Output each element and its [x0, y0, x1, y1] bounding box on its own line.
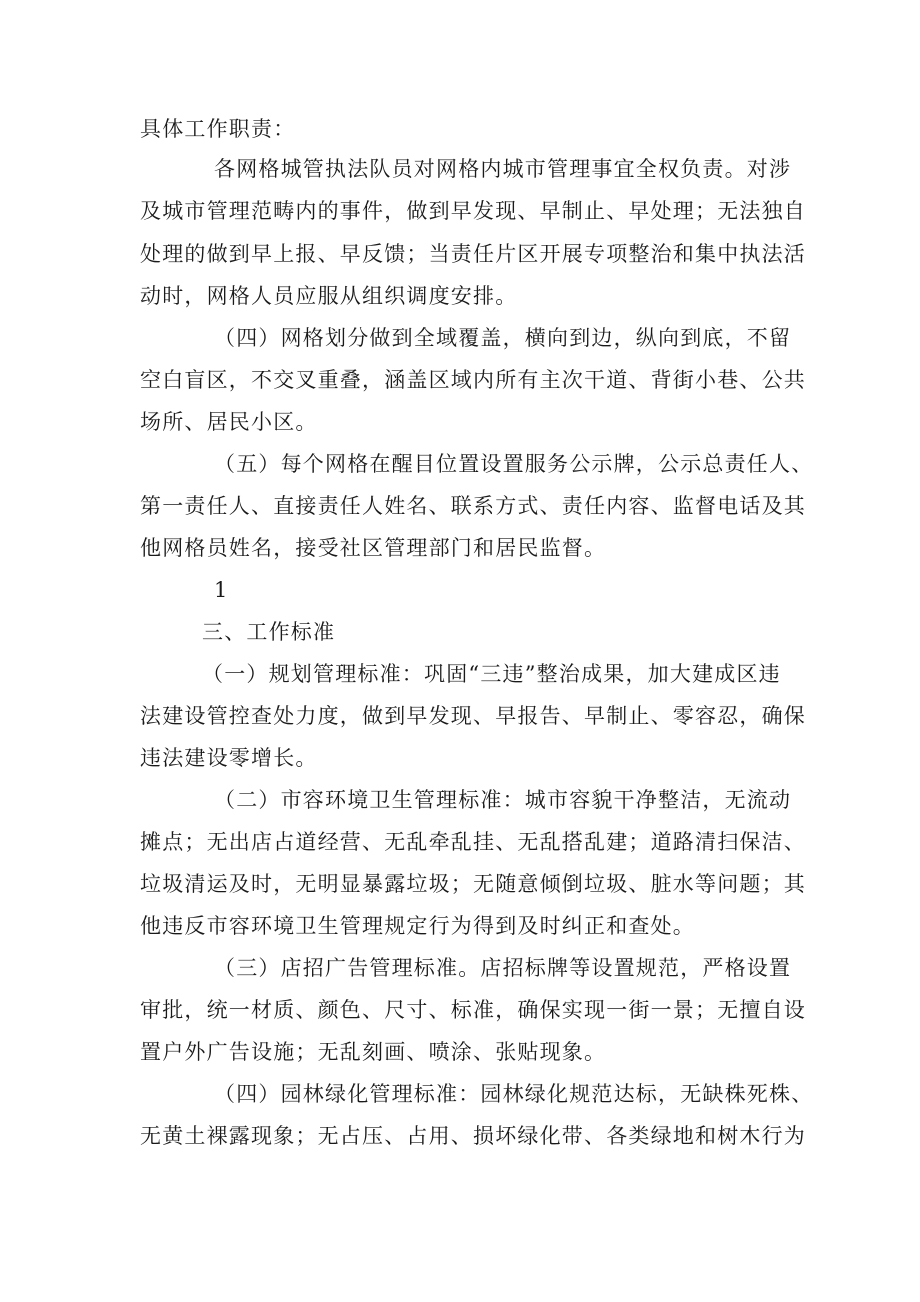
text-line: （二）市容环境卫生管理标准：城市容貌干净整洁，无流动 — [214, 788, 792, 812]
text-line: 动时，网格人员应服从组织调度安排。 — [140, 284, 518, 308]
text-line: 摊点；无出店占道经营、无乱牵乱挂、无乱搭乱建；道路清扫保洁、 — [140, 830, 806, 854]
text-line: 处理的做到早上报、早反馈；当责任片区开展专项整治和集中执法活 — [140, 242, 806, 266]
text-line: 垃圾清运及时，无明显暴露垃圾；无随意倾倒垃圾、脏水等问题；其 — [140, 872, 806, 896]
text-line: （五）每个网格在醒目位置设置服务公示牌，公示总责任人、 — [214, 452, 814, 476]
text-line: 审批，统一材质、颜色、尺寸、标准，确保实现一街一景；无擅自设 — [140, 998, 806, 1022]
text-line: （一）规划管理标准：巩固“三违”整治成果，加大建成区违 — [202, 662, 781, 686]
section-heading: 三、工作标准 — [202, 620, 336, 644]
text-line: 各网格城管执法队员对网格内城市管理事宜全权负责。对涉 — [214, 157, 792, 181]
text-line: 违法建设零增长。 — [140, 746, 318, 770]
text-line: 空白盲区，不交叉重叠，涵盖区域内所有主次干道、背街小巷、公共 — [140, 368, 806, 392]
text-line: 无黄土裸露现象；无占压、占用、损坏绿化带、各类绿地和树木行为 — [140, 1124, 806, 1148]
text-line: 具体工作职责： — [140, 117, 296, 141]
text-line: 及城市管理范畴内的事件，做到早发现、早制止、早处理；无法独自 — [140, 199, 806, 223]
page-number: 1 — [214, 578, 229, 602]
text-line: （四）网格划分做到全域覆盖，横向到边，纵向到底，不留 — [214, 326, 792, 350]
text-line: （四）园林绿化管理标准：园林绿化规范达标，无缺株死株、 — [214, 1082, 814, 1106]
text-line: 置户外广告设施；无乱刻画、喷涂、张贴现象。 — [140, 1040, 607, 1064]
text-line: 法建设管控查处力度，做到早发现、早报告、早制止、零容忍，确保 — [140, 704, 806, 728]
text-line: 他网格员姓名，接受社区管理部门和居民监督。 — [140, 536, 607, 560]
text-line: （三）店招广告管理标准。店招标牌等设置规范，严格设置 — [214, 956, 792, 980]
text-line: 第一责任人、直接责任人姓名、联系方式、责任内容、监督电话及其 — [140, 494, 806, 518]
text-line: 他违反市容环境卫生管理规定行为得到及时纠正和查处。 — [140, 914, 695, 938]
text-line: 场所、居民小区。 — [140, 410, 318, 434]
